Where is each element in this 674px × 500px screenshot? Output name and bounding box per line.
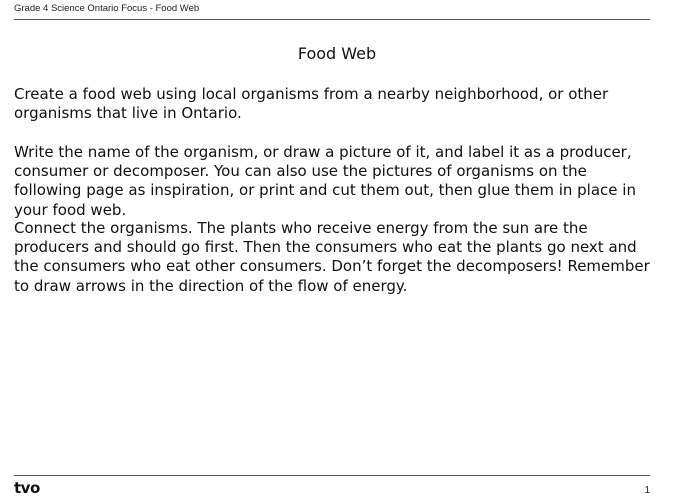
running-header: Grade 4 Science Ontario Focus - Food Web <box>14 3 200 14</box>
footer-divider <box>14 475 650 476</box>
page-number: 1 <box>644 485 650 496</box>
paragraph-intro: Create a food web using local organisms from a nearby neighborhood, or other organisms that live in Ontario. <box>14 85 609 123</box>
paragraph-instructions: Write the name of the organism, or draw a picture of it, and label it as a producer, consumer or decomposer. You can also use the pictures of organisms on the following page as inspiration, or print and cut them out, then glue them in place in your food web. <box>14 143 636 219</box>
tvo-logo: tvo <box>14 479 40 497</box>
paragraph-connect: Connect the organisms. The plants who receive energy from the sun are the producers and should go first. Then the consumers who eat the plants go next and the consumers who eat other consumers. Don’t forget the decomposers! Remember to draw arrows in the direction of the flow of energy. <box>14 219 650 295</box>
page-title: Food Web <box>297 44 377 63</box>
header-divider <box>14 19 650 20</box>
